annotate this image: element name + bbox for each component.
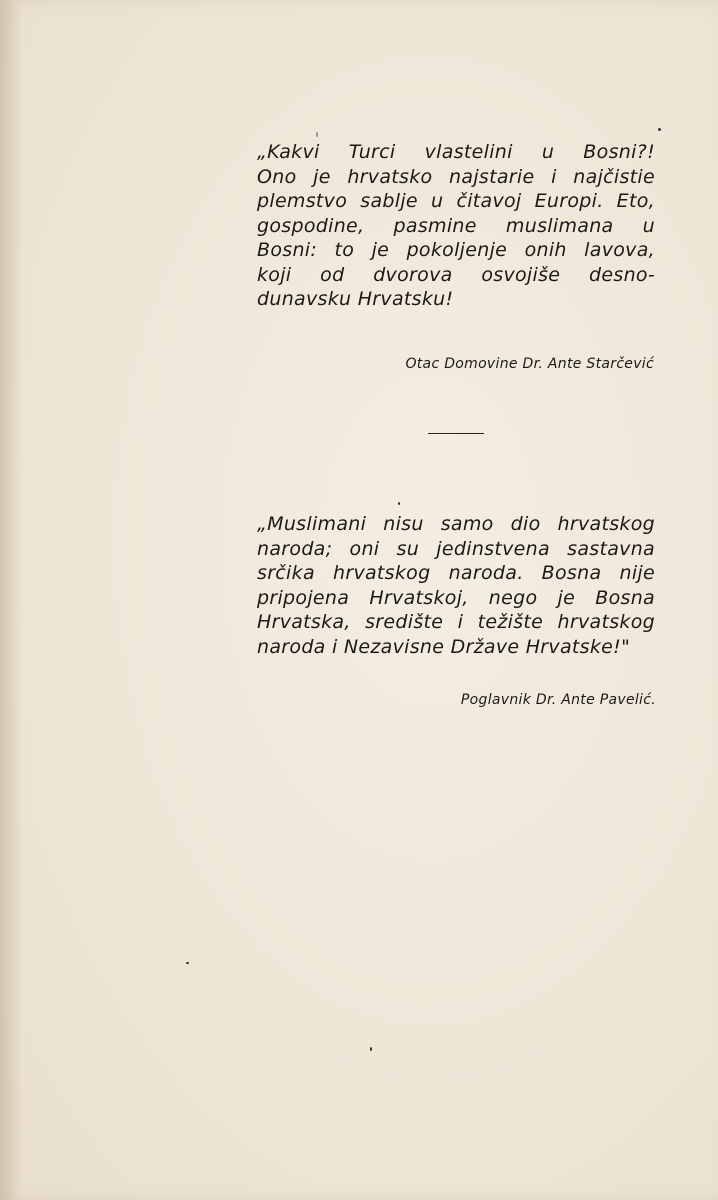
page-gutter-shadow xyxy=(0,0,22,1200)
quote-line: naroda; oni su jedinstvena sastavna xyxy=(257,537,655,560)
paper-speck xyxy=(316,132,318,137)
starcevic-attribution: Otac Domovine Dr. Ante Starčević xyxy=(405,356,654,372)
section-divider xyxy=(428,433,484,434)
paper-speck xyxy=(658,128,661,131)
quote-line: naroda i Nezavisne Države Hrvatske!" xyxy=(257,635,631,658)
quote-line: „Muslimani nisu samo dio hrvatskog xyxy=(257,513,655,535)
paper-speck xyxy=(398,502,400,505)
starcevic-quote xyxy=(257,140,655,312)
quote-line: Ono je hrvatsko najstarie i najčistie xyxy=(257,165,655,188)
quote-line: „Kakvi Turci vlastelini u Bosni?! xyxy=(257,141,655,163)
quote-line: Hrvatska, središte i težište hrvatskog xyxy=(257,611,655,633)
quote-line: Bosni: to je pokoljenje onih lavova, xyxy=(257,239,655,261)
quote-line: pripojena Hrvatskoj, nego je Bosna xyxy=(257,586,655,609)
pavelic-attribution: Poglavnik Dr. Ante Pavelić. xyxy=(460,692,656,708)
quote-line: srčika hrvatskog naroda. Bosna nije xyxy=(257,562,655,584)
quote-line: plemstvo sablje u čitavoj Europi. Eto, xyxy=(257,190,655,212)
quote-line: koji od dvorova osvojiše desno- xyxy=(257,263,655,286)
quote-line: dunavsku Hrvatsku! xyxy=(257,288,454,310)
pavelic-quote xyxy=(257,512,655,659)
paper-speck xyxy=(186,962,189,964)
quote-line: gospodine, pasmine muslimana u xyxy=(257,214,655,237)
paper-speck xyxy=(370,1047,372,1051)
